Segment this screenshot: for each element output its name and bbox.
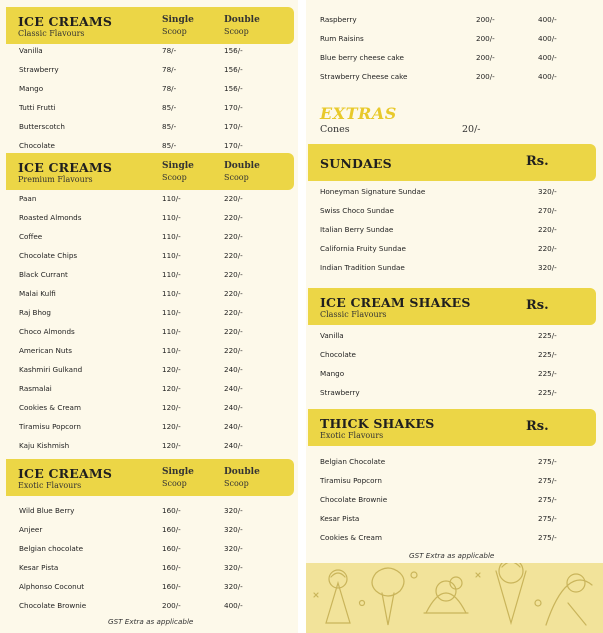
item-price: 270/- [538,206,557,215]
item-name: American Nuts [19,346,72,355]
menu-item-row [320,185,590,199]
section-subtitle: Classic Flavours [18,29,85,38]
menu-item-row [19,325,289,339]
single-column-label: Single [162,15,194,25]
menu-item-row [19,249,289,263]
price-column-label: Rs. [526,419,549,434]
item-name: Italian Berry Sundae [320,225,394,234]
item-name: Roasted Almonds [19,213,82,222]
menu-item-row [19,82,289,96]
menu-item-row [320,455,590,469]
double-column-label: Double [224,161,260,171]
double-column-label: Double [224,15,260,25]
menu-item-row [19,306,289,320]
item-price: 225/- [538,350,557,359]
item-name: Strawberry Cheese cake [320,72,408,81]
item-price: 275/- [538,533,557,542]
item-name: Kashmiri Gulkand [19,365,83,374]
item-name: Vanilla [19,46,43,55]
single-column-label: Single [162,467,194,477]
section-title: THICK SHAKES [320,416,435,431]
menu-item-row [19,382,289,396]
menu-item-row [19,363,289,377]
double-scoop-price: 320/- [224,563,243,572]
item-name: Chocolate Brownie [320,495,388,504]
double-scoop-price: 170/- [224,122,243,131]
section-subtitle: Premium Flavours [18,175,93,184]
menu-item-row [19,580,289,594]
single-scoop-price: 78/- [162,46,177,55]
thick-shakes-header [308,409,596,446]
double-scoop-price: 220/- [224,251,243,260]
item-name: Kesar Pista [320,514,360,523]
price-column-label: Rs. [526,154,549,169]
item-name: Raspberry [320,15,357,24]
item-name: Anjeer [19,525,43,534]
ice-cream-doodle-icon [306,563,603,633]
item-name: Mango [19,84,44,93]
double-scoop-price: 220/- [224,213,243,222]
double-scoop-label: Scoop [224,27,249,36]
item-name: Chocolate Brownie [19,601,87,610]
single-scoop-price: 200/- [476,15,495,24]
single-scoop-price: 78/- [162,84,177,93]
menu-item-row [19,120,289,134]
double-scoop-price: 220/- [224,232,243,241]
menu-item-row [19,230,289,244]
item-name: Vanilla [320,331,344,340]
double-scoop-price: 156/- [224,65,243,74]
item-name: Rasmalai [19,384,52,393]
single-scoop-price: 200/- [162,601,181,610]
single-scoop-price: 160/- [162,525,181,534]
menu-item-row [19,139,289,153]
double-scoop-price: 400/- [538,72,557,81]
single-scoop-price: 160/- [162,563,181,572]
item-name: Paan [19,194,37,203]
double-scoop-price: 240/- [224,441,243,450]
single-scoop-label: Scoop [162,173,187,182]
item-price: 225/- [538,388,557,397]
single-scoop-price: 160/- [162,506,181,515]
double-scoop-price: 240/- [224,365,243,374]
menu-item-row [320,474,590,488]
menu-item-row [320,512,590,526]
item-name: Honeyman Signature Sundae [320,187,426,196]
menu-item-row [19,504,289,518]
double-scoop-price: 400/- [224,601,243,610]
single-scoop-price: 120/- [162,384,181,393]
item-name: Tutti Frutti [19,103,56,112]
extras-title: EXTRAS [320,104,397,123]
item-name: Choco Almonds [19,327,75,336]
item-name: Mango [320,369,345,378]
single-scoop-price: 110/- [162,213,181,222]
double-scoop-price: 320/- [224,582,243,591]
single-scoop-price: 200/- [476,53,495,62]
item-price: 275/- [538,476,557,485]
single-scoop-label: Scoop [162,27,187,36]
double-scoop-price: 400/- [538,34,557,43]
price-column-label: Rs. [526,298,549,313]
single-scoop-price: 160/- [162,544,181,553]
item-name: Indian Tradition Sundae [320,263,405,272]
menu-item-row [19,63,289,77]
section-title: ICE CREAMS [18,160,113,175]
double-column-label: Double [224,467,260,477]
item-name: Belgian Chocolate [320,457,386,466]
single-scoop-price: 85/- [162,141,177,150]
menu-item-row [320,51,590,65]
menu-item-row [320,348,590,362]
single-scoop-price: 110/- [162,327,181,336]
single-scoop-price: 78/- [162,65,177,74]
item-name: Butterscotch [19,122,65,131]
item-price: 275/- [538,514,557,523]
single-scoop-price: 120/- [162,365,181,374]
single-scoop-price: 120/- [162,422,181,431]
menu-item-row [19,599,289,613]
item-name: Kesar Pista [19,563,59,572]
item-price: 225/- [538,369,557,378]
item-name: Kaju Kishmish [19,441,70,450]
menu-item-row [19,401,289,415]
menu-left-column [0,0,298,633]
item-name: Black Currant [19,270,68,279]
menu-item-row [19,268,289,282]
double-scoop-price: 220/- [224,327,243,336]
menu-item-row [320,531,590,545]
single-scoop-price: 160/- [162,582,181,591]
single-column-label: Single [162,161,194,171]
menu-item-row [19,542,289,556]
item-price: 220/- [538,244,557,253]
section-title: ICE CREAMS [18,14,113,29]
single-scoop-price: 120/- [162,441,181,450]
item-name: Chocolate Chips [19,251,78,260]
double-scoop-price: 320/- [224,506,243,515]
menu-item-row [320,70,590,84]
menu-item-row [320,493,590,507]
premium-ice-creams-header [6,153,294,190]
item-name: Blue berry cheese cake [320,53,404,62]
menu-item-row [19,101,289,115]
single-scoop-price: 110/- [162,270,181,279]
double-scoop-price: 240/- [224,384,243,393]
item-price: 320/- [538,187,557,196]
menu-item-row [320,261,590,275]
single-scoop-price: 110/- [162,346,181,355]
classic-ice-creams-header [6,7,294,44]
item-name: Tiramisu Popcorn [19,422,81,431]
menu-item-row [19,192,289,206]
extras-item: Cones [320,124,350,135]
item-name: Chocolate [320,350,356,359]
menu-item-row [19,420,289,434]
item-name: Chocolate [19,141,55,150]
menu-item-row [320,204,590,218]
menu-item-row [19,439,289,453]
item-price: 275/- [538,495,557,504]
menu-item-row [19,523,289,537]
menu-item-row [320,13,590,27]
double-scoop-price: 240/- [224,403,243,412]
gst-note: GST Extra as applicable [409,551,495,560]
item-name: Cookies & Cream [19,403,81,412]
double-scoop-price: 156/- [224,84,243,93]
menu-item-row [19,211,289,225]
item-price: 275/- [538,457,557,466]
single-scoop-price: 85/- [162,103,177,112]
double-scoop-price: 400/- [538,15,557,24]
item-name: Belgian chocolate [19,544,84,553]
gst-note: GST Extra as applicable [108,617,194,626]
single-scoop-price: 110/- [162,289,181,298]
section-subtitle: Exotic Flavours [18,481,82,490]
section-subtitle: Classic Flavours [320,310,387,319]
double-scoop-price: 156/- [224,46,243,55]
item-name: Swiss Choco Sundae [320,206,394,215]
double-scoop-price: 220/- [224,270,243,279]
menu-item-row [320,329,590,343]
menu-item-row [320,223,590,237]
double-scoop-price: 220/- [224,308,243,317]
single-scoop-price: 85/- [162,122,177,131]
section-title: ICE CREAM SHAKES [320,295,471,310]
item-name: Strawberry [19,65,59,74]
menu-item-row [320,367,590,381]
item-name: California Fruity Sundae [320,244,406,253]
menu-item-row [320,242,590,256]
item-name: Tiramisu Popcorn [320,476,382,485]
single-scoop-price: 120/- [162,403,181,412]
item-price: 320/- [538,263,557,272]
double-scoop-price: 320/- [224,525,243,534]
ice-cream-shakes-header [308,288,596,325]
double-scoop-price: 220/- [224,194,243,203]
menu-item-row [320,32,590,46]
sundaes-header [308,144,596,181]
single-scoop-label: Scoop [162,479,187,488]
menu-right-column [306,0,603,633]
item-name: Malai Kulfi [19,289,56,298]
section-subtitle: Exotic Flavours [320,431,384,440]
item-name: Rum Raisins [320,34,364,43]
menu-item-row [320,386,590,400]
section-title: SUNDAES [320,156,392,171]
menu-item-row [19,561,289,575]
menu-item-row [19,344,289,358]
double-scoop-price: 220/- [224,289,243,298]
double-scoop-price: 320/- [224,544,243,553]
ice-cream-doodle-illustration [306,563,603,633]
exotic-ice-creams-header [6,459,294,496]
section-title: ICE CREAMS [18,466,113,481]
item-name: Cookies & Cream [320,533,382,542]
single-scoop-price: 110/- [162,308,181,317]
single-scoop-price: 200/- [476,72,495,81]
double-scoop-price: 170/- [224,141,243,150]
single-scoop-price: 110/- [162,232,181,241]
double-scoop-price: 240/- [224,422,243,431]
single-scoop-price: 110/- [162,194,181,203]
menu-item-row [19,44,289,58]
double-scoop-label: Scoop [224,173,249,182]
extras-price: 20/- [462,124,481,135]
item-price: 220/- [538,225,557,234]
single-scoop-price: 110/- [162,251,181,260]
double-scoop-price: 220/- [224,346,243,355]
item-price: 225/- [538,331,557,340]
item-name: Wild Blue Berry [19,506,75,515]
double-scoop-price: 170/- [224,103,243,112]
single-scoop-price: 200/- [476,34,495,43]
double-scoop-label: Scoop [224,479,249,488]
item-name: Alphonso Coconut [19,582,85,591]
double-scoop-price: 400/- [538,53,557,62]
item-name: Raj Bhog [19,308,51,317]
item-name: Coffee [19,232,43,241]
menu-item-row [19,287,289,301]
item-name: Strawberry [320,388,360,397]
